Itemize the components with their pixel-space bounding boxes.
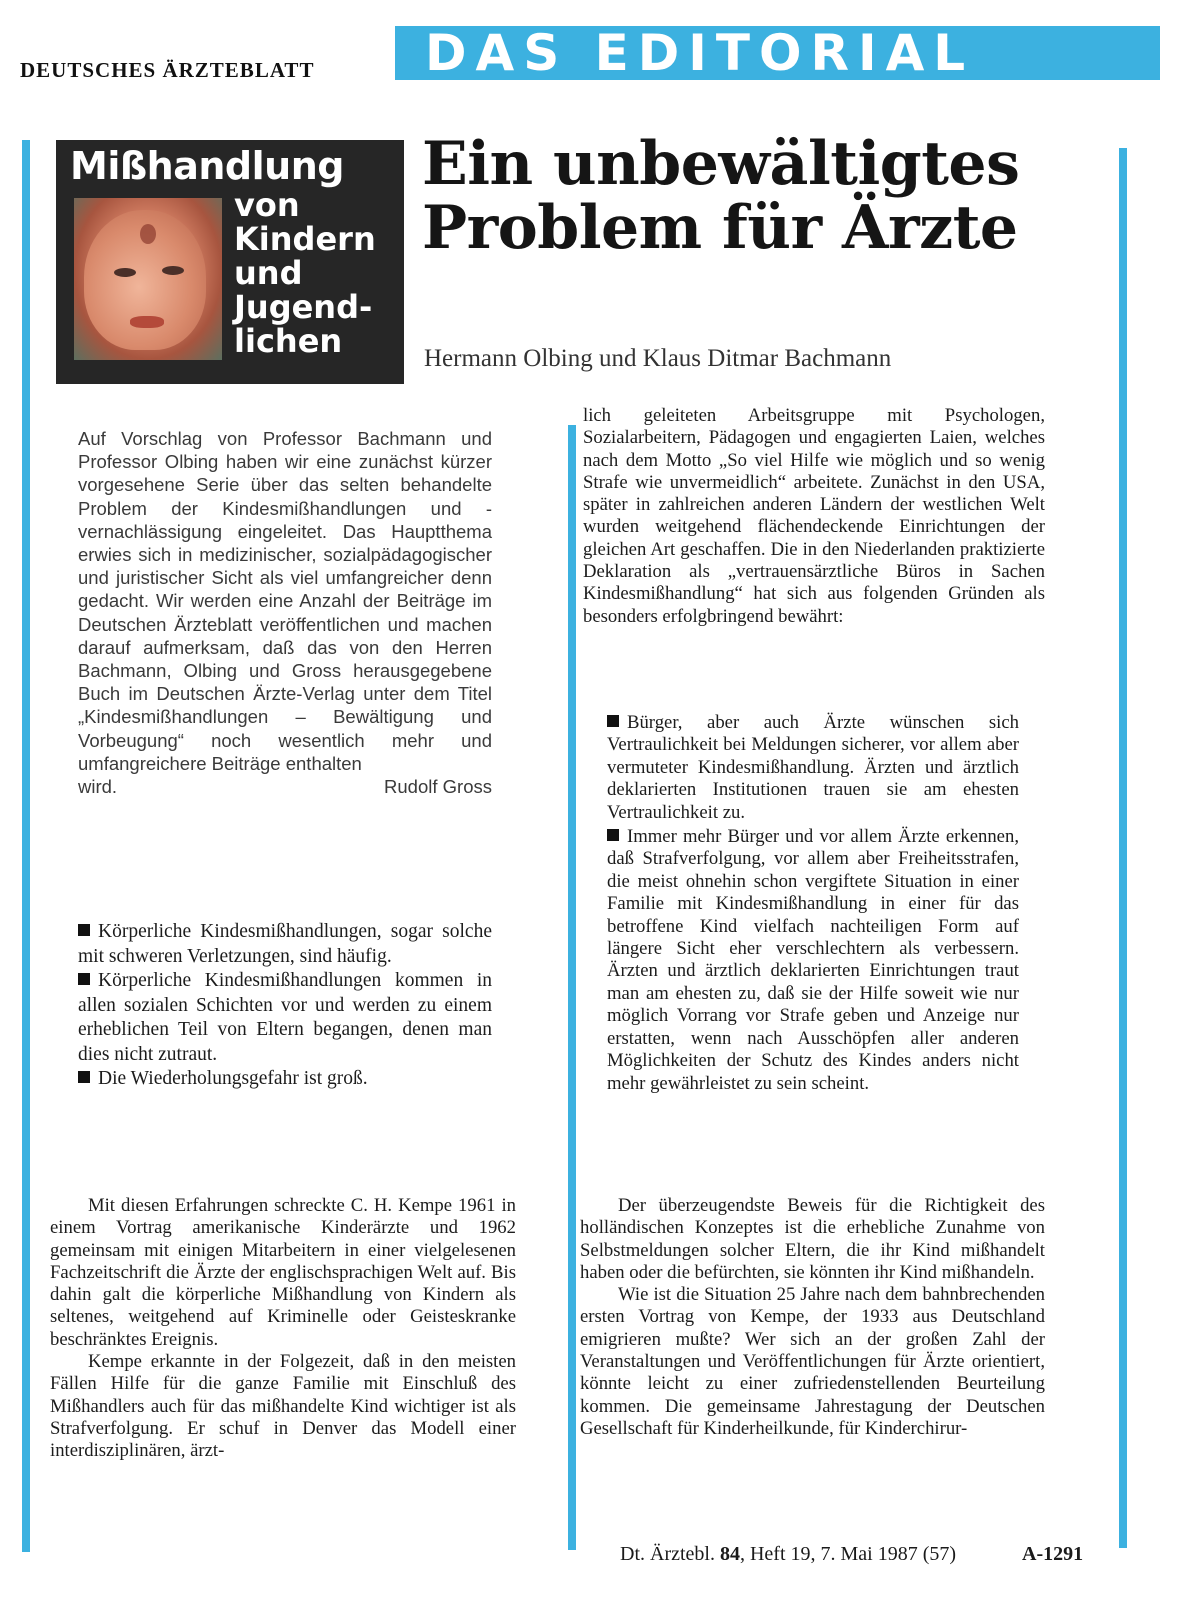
intro-text: Auf Vorschlag von Professor Bachmann und Professor Olbing haben wir eine zunächst kürzer vorgesehene Serie über das selten behandelte Problem der Kindesmißhandlungen und -vernachlässigung eingeleitet. Das Hauptthema erwies sich in medizinischer, sozialpädagogischer und juristischer Sicht als viel umfangreicher denn gedacht. Wir werden eine Anzahl der Beiträge im Deutschen Ärzteblatt veröffentlichen und machen darauf aufmerksam, daß das von den Herren Bachmann, Olbing und Gross herausgegebene Buch im Deutschen Ärzte-Verlag unter dem Titel „Kindesmißhandlungen – Bewältigung und Vorbeugung“ noch wesentlich mehr und umfangreichere Beiträge enthalten [78, 428, 492, 774]
series-line: Kindern [234, 220, 376, 258]
volume-number: 84 [719, 1543, 740, 1565]
issue-date: , Heft 19, 7. Mai 1987 (57) [739, 1543, 957, 1565]
list-item-text: Körperliche Kindesmißhandlungen kommen in allen sozialen Schichten vor und werden zu einem erheblichen Teil von Eltern begangen, denen man dies nicht zutraut. [78, 970, 492, 1065]
bullet-square-icon [78, 1071, 90, 1083]
child-photo [74, 198, 222, 360]
intro-signature-line [78, 775, 492, 798]
citation-footer [620, 1543, 956, 1566]
series-line: Jugend- [234, 288, 373, 326]
bullet-square-icon [78, 924, 90, 936]
title-line-1: Ein unbewältigtes [422, 129, 1020, 199]
intro-last-word: wird. [78, 776, 118, 798]
journal-name: DEUTSCHES ÄRZTEBLATT [20, 58, 315, 82]
right-eye [162, 266, 184, 275]
section-title: DAS EDITORIAL [425, 24, 975, 82]
list-item-text: Die Wiederholungsgefahr ist groß. [98, 1068, 368, 1089]
bullet-square-icon [607, 715, 619, 727]
bullet-square-icon [607, 829, 619, 841]
list-item [607, 826, 1019, 1095]
paragraph: Der überzeugendste Beweis für die Richtigkeit des holländischen Konzeptes ist die erhebliche Zunahme von Selbstmeldungen solcher Eltern, die ihr Kind mißhandelt haben oder die befürchten, sie könnten ihr Kind mißhandeln. [580, 1195, 1045, 1283]
paragraph: Wie ist die Situation 25 Jahre nach dem bahnbrechenden ersten Vortrag von Kempe, der 1933 aus Deutschland emigrieren mußte? Wer sich an der großen Zahl der Veranstaltungen und Veröffentlichungen für Ärzte orientiert, könnte leicht zu einer zufriedenstellenden Beurteilung kommen. Die gemeinsame Jahrestagung der Deutschen Gesellschaft für Kinderheilkunde, für Kinderchirur- [580, 1284, 1045, 1439]
left-body-text [50, 1195, 516, 1463]
column-accent-rule [568, 425, 576, 1550]
journal-abbreviation: Dt. Ärztebl. [620, 1543, 715, 1565]
right-accent-rule [1119, 148, 1127, 1548]
list-item [607, 712, 1019, 824]
paragraph: lich geleiteten Arbeitsgruppe mit Psychologen, Sozialarbeitern, Pädagogen und engagierten Laien, welches nach dem Motto „So viel Hilfe wie möglich und so wenig Strafe wie unvermeidlich“ arbeitete. Zunächst in den USA, später in zahlreichen anderen Ländern der westlichen Welt wurden weitgehend flächendeckende Einrichtungen der gleichen Art geschaffen. Die in den Niederlanden praktizierte Deklaration als „vertrauensärztliche Büros in Sachen Kindesmißhandlung“ hat sich aus folgenden Gründen als besonders erfolgbringend bewährt: [583, 405, 1045, 627]
bruise-mark [140, 224, 156, 244]
article-title [422, 129, 1112, 263]
paragraph: Mit diesen Erfahrungen schreckte C. H. Kempe 1961 in einem Vortrag amerikanische Kinderärzte und 1962 gemeinsam mit einigen Mitarbeitern in einer vielgelesenen Fachzeitschrift die Ärzte der englischsprachigen Welt auf. Bis dahin galt die körperliche Mißhandlung von Kindern als seltenes, weitgehend auf Kriminelle oder Geisteskranke beschränktes Ereignis. [50, 1195, 516, 1350]
series-logo [56, 140, 404, 384]
right-body-text-bottom [580, 1195, 1045, 1440]
title-line-2: Problem für Ärzte [422, 193, 1018, 263]
left-eye [114, 268, 136, 277]
series-subtitle [234, 188, 376, 358]
right-body-text-top [583, 405, 1045, 628]
reasons-list [607, 712, 1019, 1095]
key-points-list [78, 920, 492, 1092]
list-item-text: Körperliche Kindesmißhandlungen, sogar solche mit schweren Verletzungen, sind häufig. [78, 921, 492, 967]
series-line: und [234, 254, 303, 292]
list-item-text: Immer mehr Bürger und vor allem Ärzte erkennen, daß Strafverfolgung, vor allem aber Freiheitsstrafen, die meist ohnehin schon vergiftete Situation in einer Familie mit Kindesmißhandlung in einer für das betroffene Kind vielfach nachteiligen Form auf längere Sicht eher verschlechtern als verbessern. Ärzten und ärztlich deklarierten Einrichtungen traut man am ehesten zu, daß sie der Hilfe soweit wie nur möglich Vorrang vor Strafe geben und Anzeige nur erstatten, wenn nach Ausschöpfen aller anderen Möglichkeiten der Schutz des Kindes anders nicht mehr gewährleistet zu sein scheint. [607, 826, 1019, 1094]
series-line: von [234, 186, 300, 224]
left-accent-rule [22, 140, 30, 1552]
section-banner [395, 26, 1160, 80]
mouth [130, 316, 164, 328]
series-title: Mißhandlung [70, 144, 344, 188]
list-item [78, 969, 492, 1067]
list-item-text: Bürger, aber auch Ärzte wünschen sich Vertraulichkeit bei Meldungen sicherer, vor allem aber vermuteter Kindesmißhandlung. Ärzten und ärztlich deklarierten Institutionen trauen sie am ehesten Vertraulichkeit zu. [607, 712, 1019, 823]
list-item [78, 920, 492, 969]
child-face-image [84, 210, 206, 350]
article-authors: Hermann Olbing und Klaus Ditmar Bachmann [424, 345, 892, 372]
page-number: A-1291 [1022, 1543, 1084, 1565]
signature: Rudolf Gross [384, 776, 492, 798]
series-line: lichen [234, 322, 343, 360]
editorial-intro [78, 427, 492, 798]
bullet-square-icon [78, 973, 90, 985]
list-item [78, 1067, 492, 1092]
paragraph: Kempe erkannte in der Folgezeit, daß in den meisten Fällen Hilfe für die ganze Familie mit Einschluß des Mißhandlers auch für das mißhandelte Kind wichtiger ist als Strafverfolgung. Er schuf in Denver das Modell einer interdisziplinären, ärzt- [50, 1351, 516, 1462]
